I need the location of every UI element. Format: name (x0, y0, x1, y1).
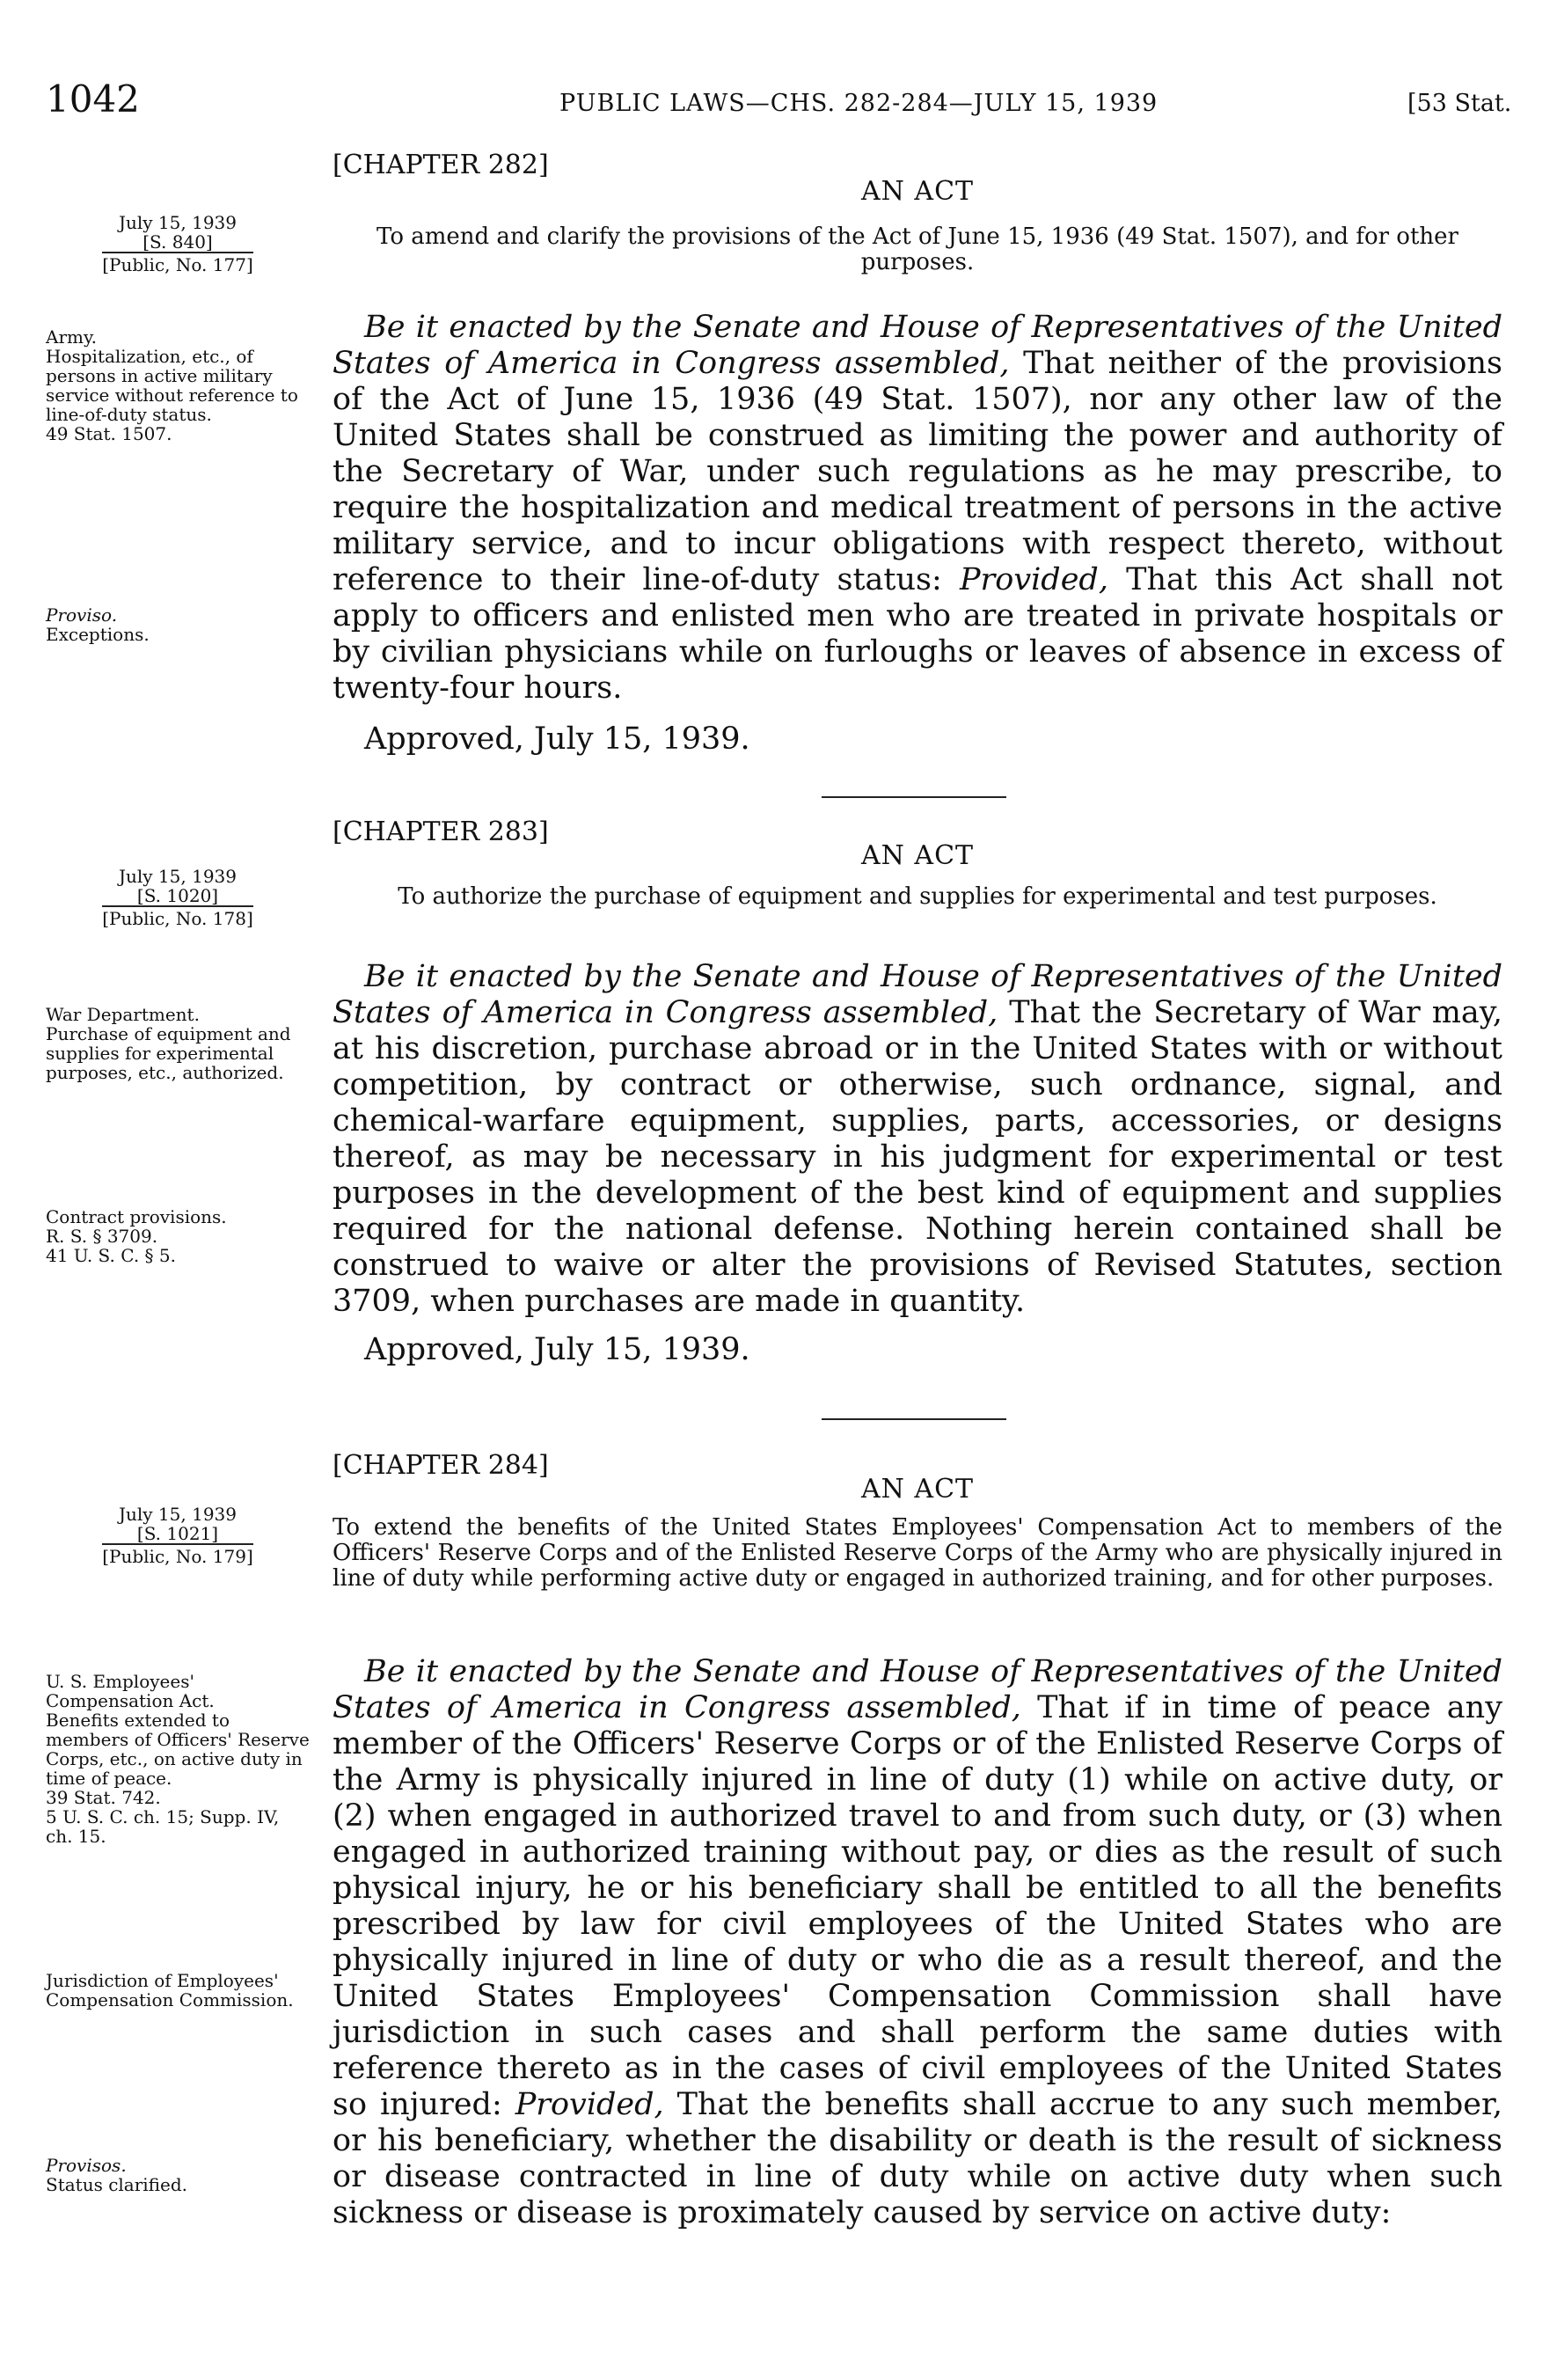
an-act-heading: AN ACT (860, 1474, 975, 1505)
proviso-text: That this Act shall not apply to officers and enlisted men who are treated in private hospitals or by civilian physicians while on furloughs or leaves of absence in excess of twenty-four hours. (333, 562, 1502, 706)
act-title: To extend the benefits of the United States Employees' Compensation Act to members of the Officers' Reserve Corps and of the Enlisted Reserve Corps of the Army who are physically injured in line of duty while performing active duty or engaged in authorized training, and for other purposes. (333, 1514, 1502, 1592)
proviso-word: Provided, (959, 562, 1108, 597)
running-header (0, 77, 1557, 121)
divider-rule (822, 796, 1006, 798)
sidenote-usec: U. S. Employees' Compensation Act. (46, 1671, 215, 1711)
sidenote-citation: 39 Stat. 742. (46, 1787, 161, 1808)
margin-public-law: [Public, No. 179] (102, 1543, 253, 1566)
sidenote-contract: Contract provisions. (46, 1206, 227, 1227)
act-body (333, 310, 1502, 707)
margin-bill: [S. 840] (143, 231, 213, 253)
an-act-heading: AN ACT (860, 176, 975, 207)
act-body (333, 1654, 1502, 2231)
act-body (333, 959, 1502, 1320)
an-act-heading: AN ACT (860, 840, 975, 871)
sidenote-purchase: Purchase of equipment and supplies for experimental purposes, etc., authorized. (46, 1023, 291, 1083)
proviso-word: Provided, (515, 2087, 664, 2122)
margin-date: July 15, 1939 (118, 212, 237, 233)
sidenote-exceptions: Exceptions. (46, 624, 150, 645)
margin-date: July 15, 1939 (118, 866, 237, 887)
margin-date: July 15, 1939 (118, 1504, 237, 1525)
chapter-label: [CHAPTER 284] (333, 1450, 549, 1481)
chapter-label: [CHAPTER 282] (333, 150, 549, 180)
sidenotes-contract (46, 1207, 310, 1265)
sidenote-citation: R. S. § 3709. (46, 1226, 158, 1247)
sidenote-status: Status clarified. (46, 2174, 188, 2195)
margin-citation (46, 1505, 310, 1566)
margin-public-law: [Public, No. 178] (102, 905, 253, 928)
proviso-text: That the benefits shall accrue to any such member, or his beneficiary, whether the disability or death is the result of sickness or disease contracted in line of duty while on active duty when such sickness or disease is proximately caused by service on active duty: (333, 2087, 1502, 2230)
margin-bill: [S. 1021] (136, 1523, 219, 1544)
sidenotes-jurisdiction (46, 1971, 310, 2010)
margin-bill: [S. 1020] (136, 885, 219, 906)
enacting-clause: Be it enacted by the Senate and House of Representatives of the United States of America in Congress assembled, (333, 1654, 1502, 1725)
chapter-label: [CHAPTER 283] (333, 817, 549, 847)
running-title: PUBLIC LAWS—CHS. 282-284—JULY 15, 1939 (559, 90, 1159, 117)
margin-citation (46, 867, 310, 928)
sidenotes-proviso (46, 605, 310, 644)
enacting-clause: Be it enacted by the Senate and House of Representatives of the United States of America in Congress assembled, (333, 310, 1502, 381)
sidenotes (46, 327, 310, 443)
body-text: That the Secretary of War may, at his discretion, purchase abroad or in the United States with or without competition, by contract or otherwise, such ordnance, signal, and chemical-warfare equipment, supplies, parts, accessories, or designs thereof, as may be necessary in his judgment for experimental or test purposes in the development of the best kind of equipment and supplies required for the national defense. Nothing herein contained shall be construed to waive or alter the provisions of Revised Statutes, section 3709, when purchases are made in quantity. (333, 995, 1502, 1319)
sidenotes (46, 1005, 310, 1082)
sidenote-hospitalization: Hospitalization, etc., of persons in active military service without reference to line-of-duty status. (46, 346, 298, 425)
enacting-clause: Be it enacted by the Senate and House of Representatives of the United States of America in Congress assembled, (333, 959, 1502, 1030)
sidenote-benefits: Benefits extended to members of Officers' Reserve Corps, etc., on active duty in time of peace. (46, 1710, 310, 1789)
divider-rule (822, 1418, 1006, 1420)
sidenotes (46, 1672, 310, 1846)
margin-public-law: [Public, No. 177] (102, 252, 253, 275)
sidenote-proviso: Proviso. (46, 604, 118, 626)
volume-reference: [53 Stat. (1407, 90, 1512, 117)
approved-line: Approved, July 15, 1939. (364, 1332, 750, 1367)
margin-citation (46, 213, 310, 275)
sidenote-citation: 5 U. S. C. ch. 15; Supp. IV, ch. 15. (46, 1806, 280, 1847)
approved-line: Approved, July 15, 1939. (364, 721, 750, 757)
act-title: To amend and clarify the provisions of the Act of June 15, 1936 (49 Stat. 1507), and for other purposes. (376, 223, 1458, 275)
act-title: To authorize the purchase of equipment and supplies for experimental and test purposes. (398, 883, 1437, 910)
sidenote-army: Army. (46, 326, 97, 348)
page-number: 1042 (46, 77, 140, 121)
sidenotes-provisos (46, 2156, 310, 2194)
sidenote-citation: 49 Stat. 1507. (46, 423, 172, 444)
body-text: That neither of the provisions of the Act of June 15, 1936 (49 Stat. 1507), nor any other law of the United States shall be construed as limiting the power and authority of the Secretary of War, under such regulations as he may prescribe, to require the hospitalization and medical treatment of persons in the active military service, and to incur obligations with respect thereto, without reference to their line-of-duty status: (333, 346, 1502, 597)
sidenote-jurisdiction: Jurisdiction of Employees' Compensation Commission. (46, 1970, 294, 2010)
sidenote-war-department: War Department. (46, 1004, 200, 1025)
body-text: That if in time of peace any member of the Officers' Reserve Corps or of the Enlisted Reserve Corps of the Army is physically injured in line of duty (1) while on active duty, or (2) when engaged in authorized travel to and from such duty, or (3) when engaged in authorized training without pay, or dies as the result of such physical injury, he or his beneficiary shall be entitled to all the benefits prescribed by law for civil employees of the United States who are physically injured in line of duty or who die as a result thereof, and the United States Employees' Compensation Commission shall have jurisdiction in such cases and shall perform the same duties with reference thereto as in the cases of civil employees of the United States so injured: (333, 1690, 1502, 2122)
sidenote-provisos: Provisos. (46, 2155, 127, 2176)
sidenote-citation: 41 U. S. C. § 5. (46, 1245, 176, 1266)
